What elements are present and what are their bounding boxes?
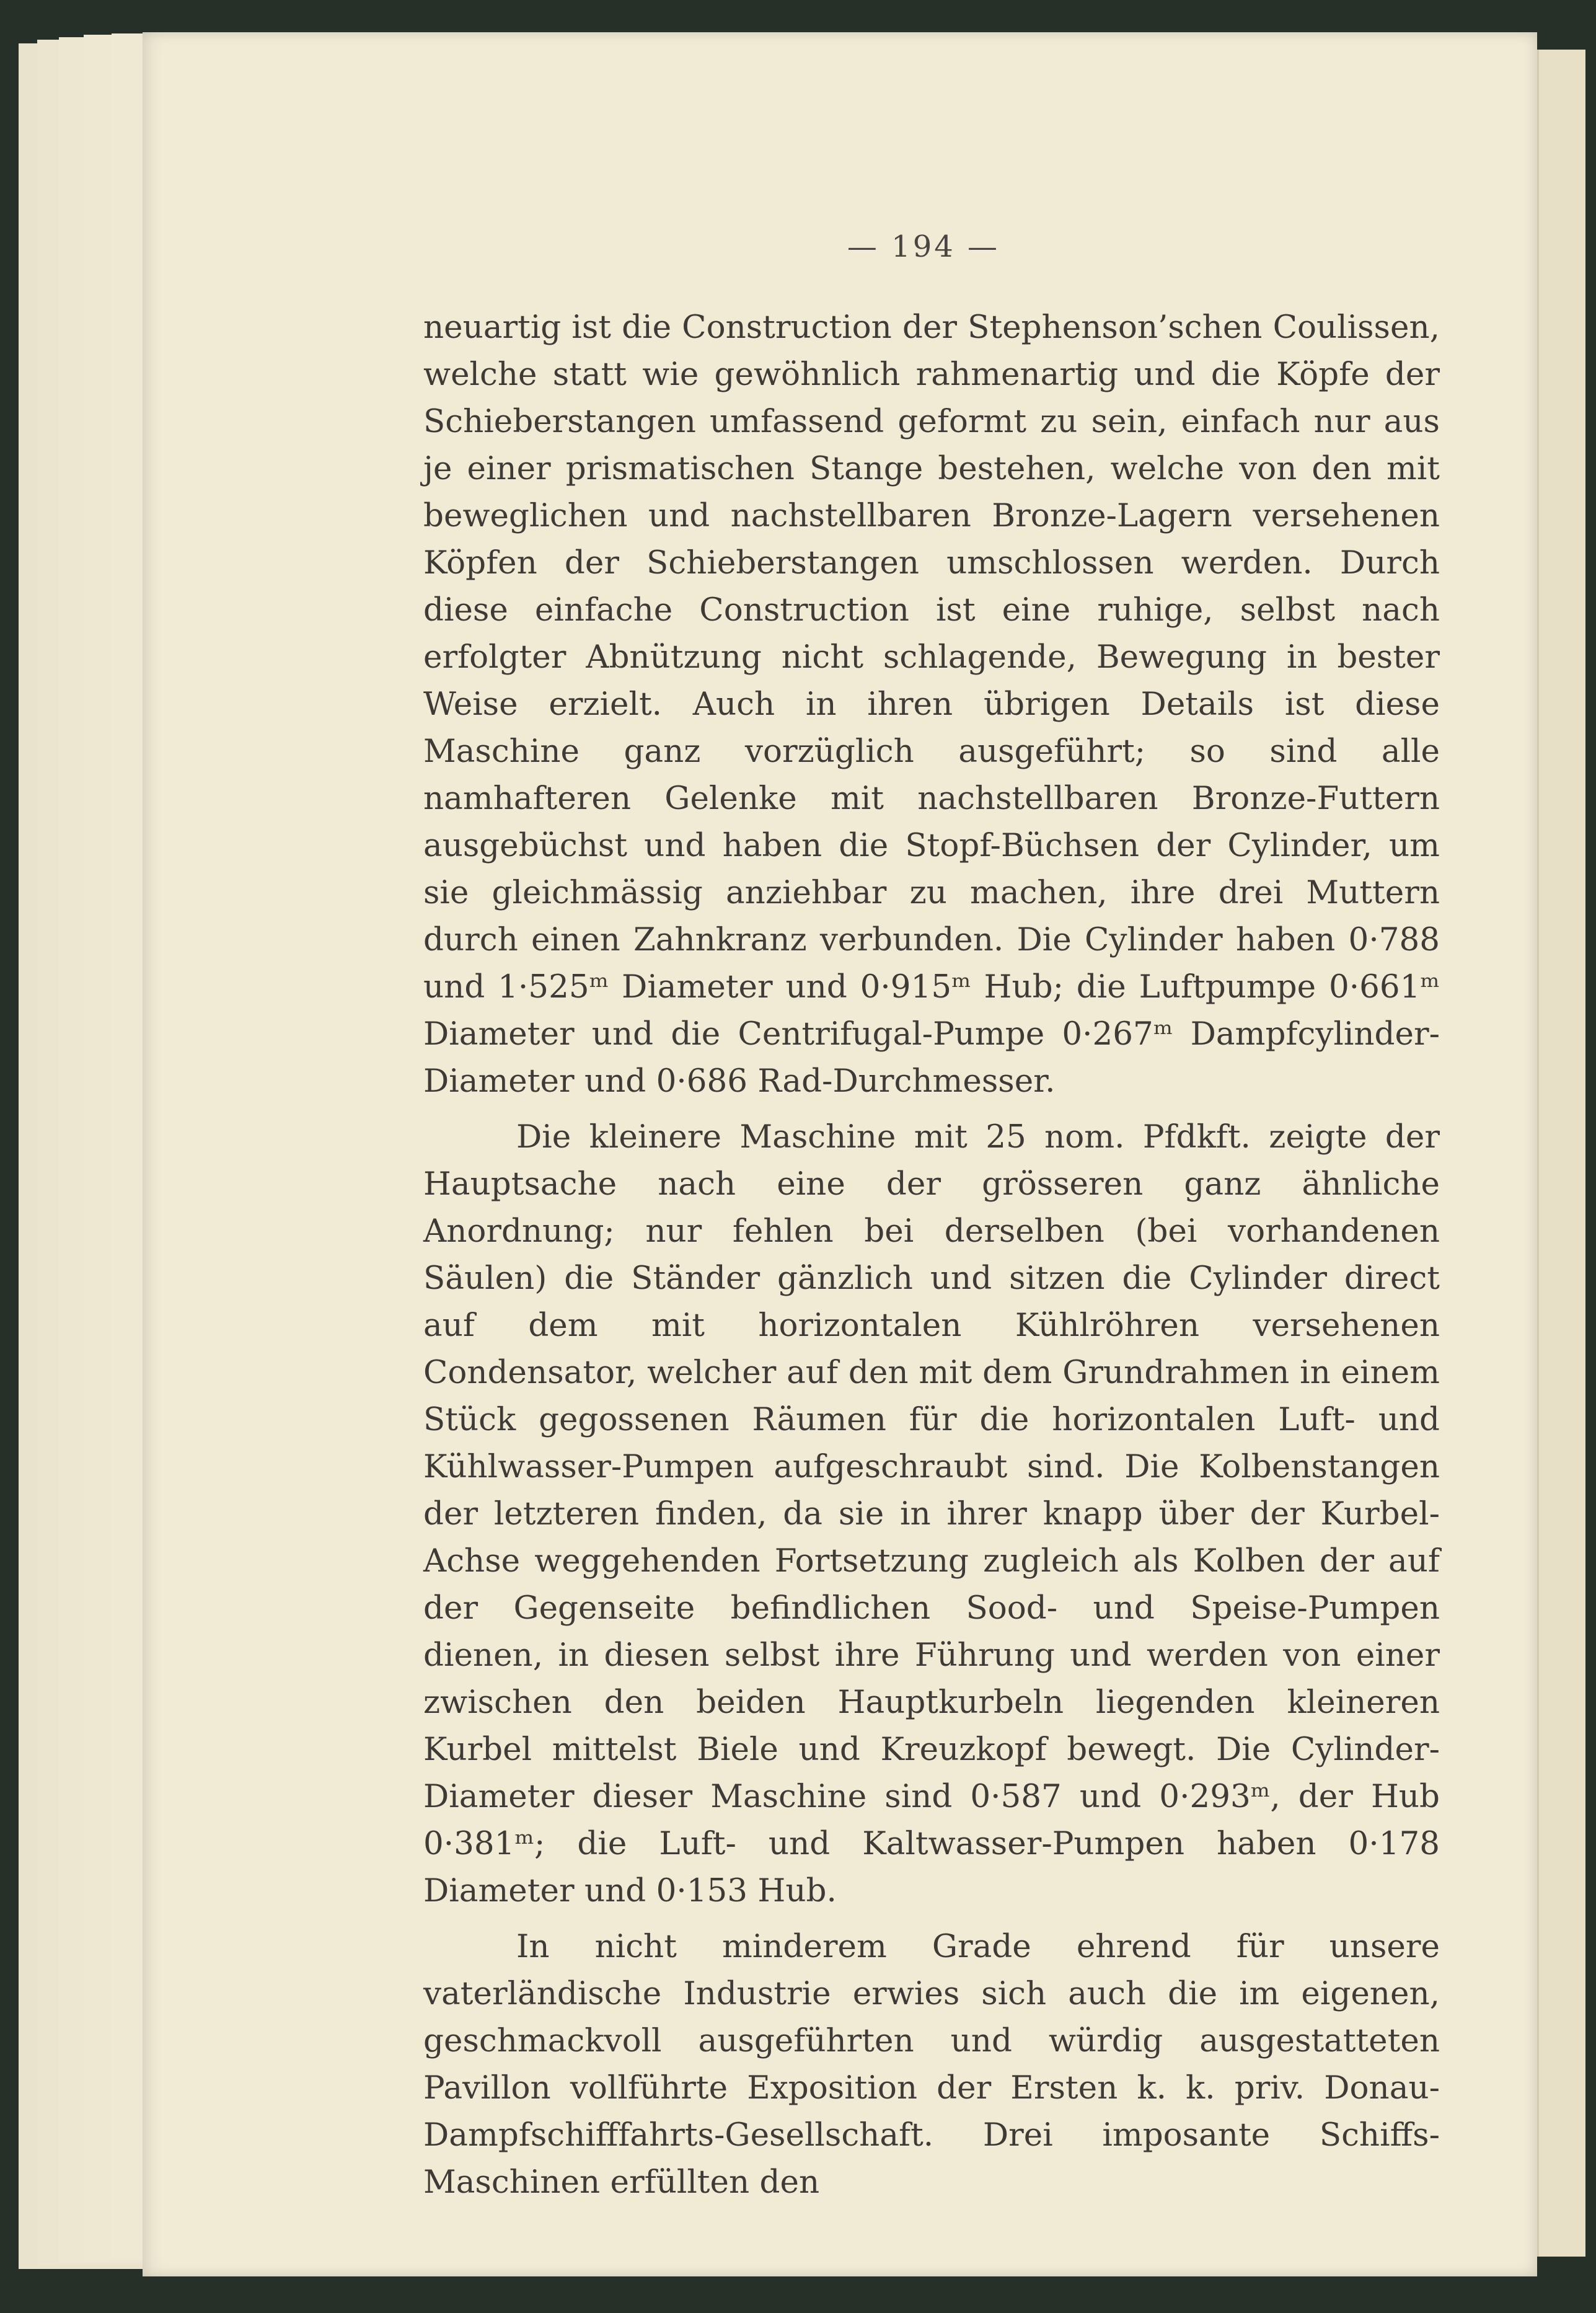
text-block: [423, 304, 1440, 2206]
paragraph: In nicht minderem Grade ehrend für unsere vaterländische Industrie erwies sich auch die im eigenen, geschmackvoll ausgeführten und würdig ausgestatteten Pavillon vollführte Exposition der Ersten k. k. priv. Donau-Dampfschifffahrts-Gesellschaft. Drei imposante Schiffs-Maschinen erfüllten den: [423, 1928, 1440, 2201]
page-edge: [112, 33, 144, 2259]
page-number: — 194 —: [847, 229, 1000, 264]
paragraph: neuartig ist die Construction der Stephenson’schen Coulissen, welche statt wie gewöhnlich rahmenartig und die Köpfe der Schieberstangen umfassend geformt zu sein, einfach nur aus je einer prismatischen Stange bestehen, welche von den mit beweglichen und nachstellbaren Bronze-Lagern versehenen Köpfen der Schieberstangen umschlossen werden. Durch diese einfache Construction ist eine ruhige, selbst nach erfolgter Abnützung nicht schlagende, Bewegung in bester Weise erzielt. Auch in ihren übrigen Details ist diese Maschine ganz vorzüglich ausgeführt; so sind alle namhafteren Gelenke mit nachstellbaren Bronze-Futtern ausgebüchst und haben die Stopf-Büchsen der Cylinder, um sie gleichmässig anziehbar zu machen, ihre drei Muttern durch einen Zahnkranz verbunden. Die Cylinder haben 0·788 und 1·525ᵐ Diameter und 0·915ᵐ Hub; die Luftpumpe 0·661ᵐ Diameter und die Centrifugal-Pumpe 0·267ᵐ Dampfcylinder-Diameter und 0·686 Rad-Durchmesser.: [423, 309, 1440, 1100]
paragraph: Die kleinere Maschine mit 25 nom. Pfdkft. zeigte der Hauptsache nach eine der grösseren ganz ähnliche Anordnung; nur fehlen bei derselben (bei vorhandenen Säulen) die Ständer gänzlich und sitzen die Cylinder direct auf dem mit horizontalen Kühlröhren versehenen Condensator, welcher auf den mit dem Grundrahmen in einem Stück gegossenen Räumen für die horizontalen Luft- und Kühlwasser-Pumpen aufgeschraubt sind. Die Kolbenstangen der letzteren finden, da sie in ihrer knapp über der Kurbel-Achse weggehenden Fortsetzung zugleich als Kolben der auf der Gegenseite befindlichen Sood- und Speise-Pumpen dienen, in diesen selbst ihre Führung und werden von einer zwischen den beiden Hauptkurbeln liegenden kleineren Kurbel mittelst Biele und Kreuzkopf bewegt. Die Cylinder-Diameter dieser Maschine sind 0·587 und 0·293ᵐ, der Hub 0·381ᵐ; die Luft- und Kaltwasser-Pumpen haben 0·178 Diameter und 0·153 Hub.: [423, 1118, 1440, 1909]
right-page-edge: [1537, 50, 1585, 2257]
